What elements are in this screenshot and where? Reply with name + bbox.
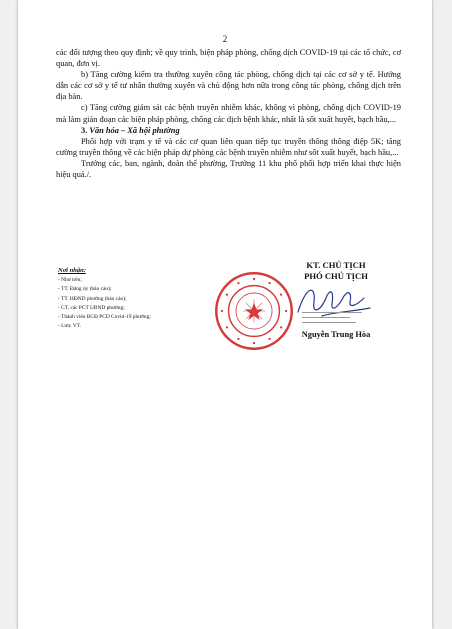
recipient-item: - Thành viên BCĐ PCD Covid-19 phường; [58,314,151,321]
recipient-item: - TT. Đảng ủy (báo cáo); [58,286,112,293]
paragraph: b) Tăng cường kiểm tra thường xuyên công tác phòng, chống dịch tại các cơ sở y tế. Hướng dẫn các cơ sở y tế tư nhân thường xuyên và chủ động hơn nữa trong công tác phòng, chống dịch trên địa bàn. [56,70,401,102]
recipients-title: Nơi nhận: [58,267,86,274]
recipient-item: - CT, các PCT UBND phường; [58,304,125,311]
signature-title-line1: KT. CHỦ TỊCH [306,260,366,270]
recipient-item: - TT. HĐND phường (báo cáo); [58,295,127,302]
paragraph: c) Tăng cường giám sát các bệnh truyền nhiễm khác, không vì phòng, chống dịch COVID-19 mà làm gián đoạn các biện pháp phòng, chống các dịch bệnh khác, nhất là sốt xuất huyết, bạch hầu,... [56,103,401,124]
recipient-item: - Như trên; [58,277,82,284]
document-body [56,47,401,180]
recipients-list [58,276,233,331]
paragraph: Phối hợp với trạm y tế và các cơ quan liên quan tiếp tục truyền thông thông điệp 5K; tăng cường truyền thông về các biện pháp dự phòng các bệnh truyền nhiễm như sốt xuất huyết, bạch hầu,... [56,136,401,157]
recipients-block [58,266,233,331]
signer-name: Nguyễn Trung Hòa [301,330,371,339]
document-page [18,0,432,629]
paragraph: các đối tượng theo quy định; về quy trình, biện pháp phòng, chống dịch COVID-19 tại các tổ chức, cơ quan, đơn vị. [56,48,401,69]
recipient-item: - Lưu: VT. [58,323,81,330]
signature-title-line2: PHÓ CHỦ TỊCH [304,271,368,281]
section-title: Văn hóa – Xã hội phường [89,125,180,135]
section-number: 3. [81,125,88,135]
digital-signature-note [302,309,374,323]
page-number: 2 [222,34,228,44]
paragraph: Trưởng các, ban, ngành, đoàn thể phường, Trưởng 11 khu phố phối hợp triển khai thực hiện hiệu quả./. [56,158,401,180]
official-seal-icon [213,270,295,352]
section-heading [56,125,401,136]
